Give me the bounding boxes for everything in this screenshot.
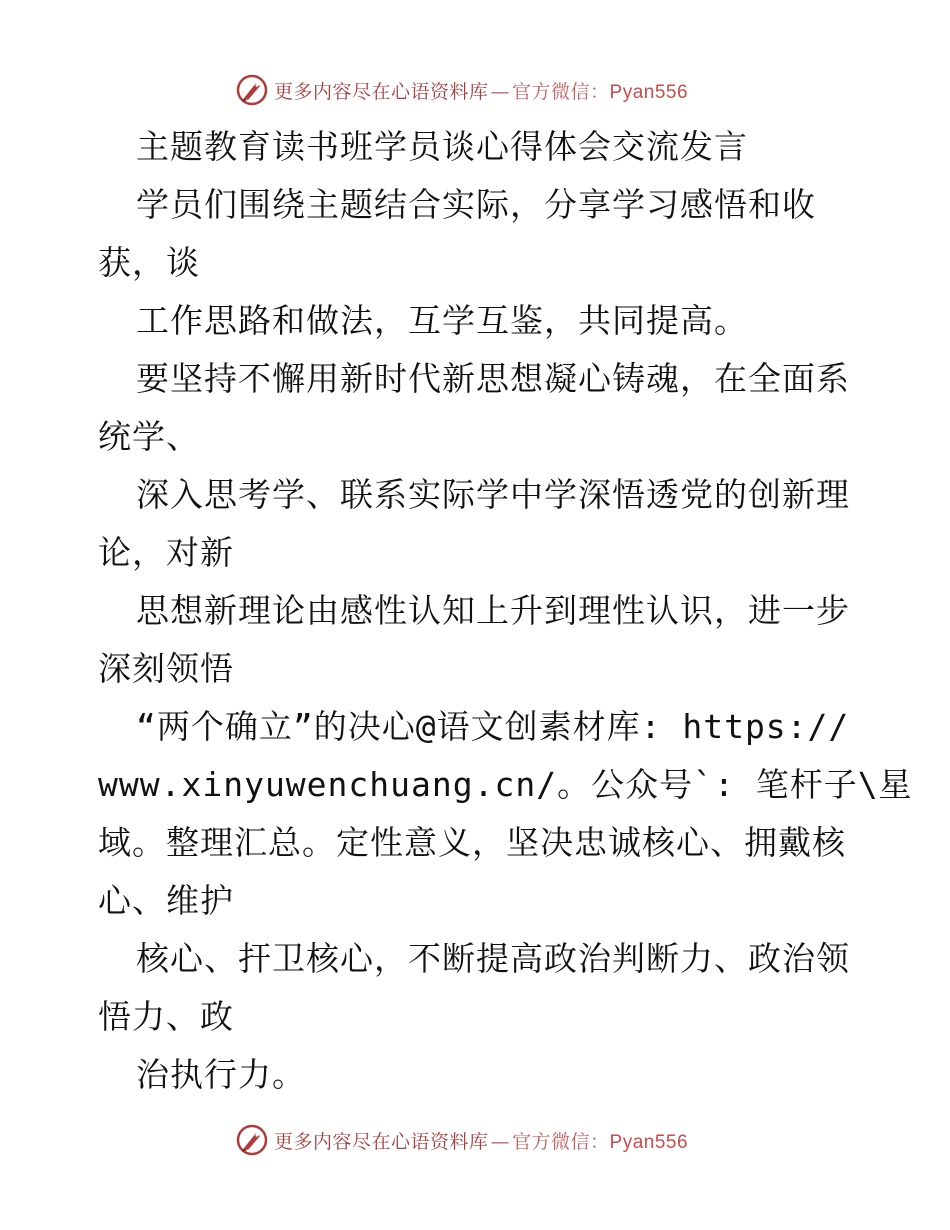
text-line: 深刻领悟 — [98, 649, 234, 688]
text-line: “两个确立”的决心@语文创素材库: https:// — [136, 707, 850, 746]
text-line: 学员们围绕主题结合实际，分享学习感悟和收 — [136, 185, 816, 224]
text-line: 工作思路和做法，互学互鉴，共同提高。 — [136, 301, 748, 340]
header-banner-dash: — — [490, 80, 511, 103]
header-wechat-label: 官方微信： — [512, 80, 610, 103]
text-line: 心、维护 — [98, 881, 234, 920]
header-wechat-id: Pyan556 — [609, 81, 689, 103]
text-line: 获，谈 — [98, 243, 200, 282]
text-line: 域。整理汇总。定性意义，坚决忠诚核心、拥戴核 — [98, 823, 846, 862]
pen-logo-icon — [236, 74, 268, 106]
text-line: 统学、 — [98, 417, 200, 456]
text-line: 深入思考学、联系实际学中学深悟透党的创新理 — [136, 475, 850, 514]
header-banner-inner — [236, 74, 688, 106]
text-line: 论，对新 — [98, 533, 234, 572]
header-banner-title: 更多内容尽在心语资料库 — [274, 80, 489, 103]
footer-wechat-label: 官方微信： — [512, 1130, 610, 1153]
text-line: 要坚持不懈用新时代新思想凝心铸魂，在全面系 — [136, 359, 850, 398]
footer-banner — [0, 1120, 950, 1160]
text-line: 治执行力。 — [136, 1055, 306, 1094]
footer-banner-inner — [236, 1124, 688, 1156]
footer-wechat-id: Pyan556 — [609, 1131, 689, 1153]
text-line: 核心、扞卫核心，不断提高政治判断力、政治领 — [136, 939, 850, 978]
header-banner-text-group — [274, 77, 688, 104]
pen-logo-icon — [236, 1124, 268, 1156]
footer-banner-title: 更多内容尽在心语资料库 — [274, 1130, 489, 1153]
document-body — [98, 118, 913, 1104]
footer-banner-text-group — [274, 1127, 688, 1154]
footer-banner-dash: — — [490, 1130, 511, 1153]
document-title: 主题教育读书班学员谈心得体会交流发言 — [136, 127, 748, 166]
text-line: 悟力、政 — [98, 997, 234, 1036]
header-banner — [0, 70, 950, 110]
text-line: www.xinyuwenchuang.cn/。公众号`: 笔杆子\星 — [98, 765, 913, 804]
text-line: 思想新理论由感性认知上升到理性认识，进一步 — [136, 591, 850, 630]
